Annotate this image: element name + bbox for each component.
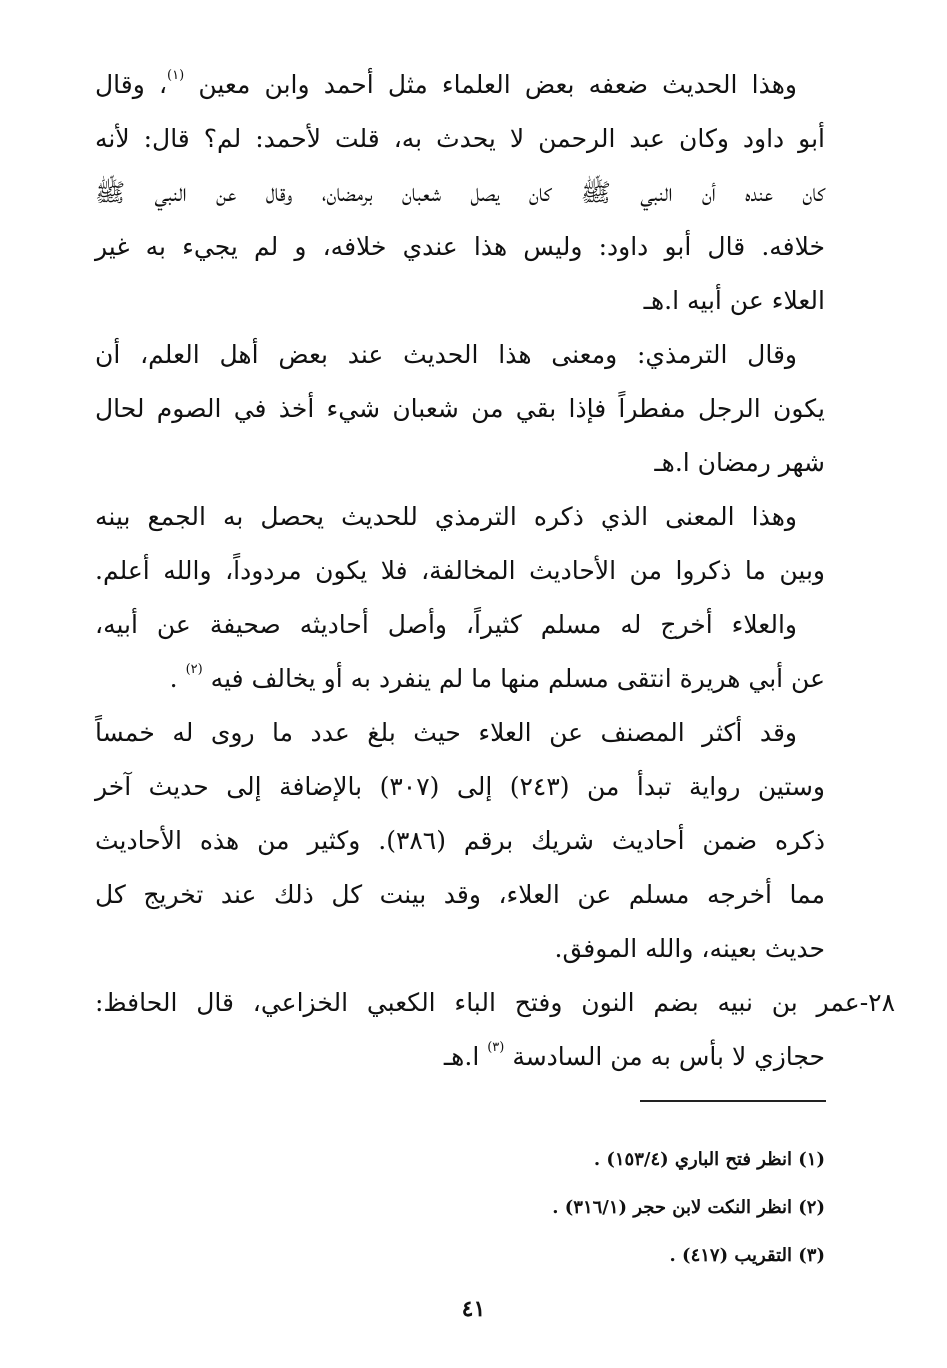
entry-line — [95, 976, 895, 1030]
body-line: ذكره ضمن أحاديث شريك برقم (٣٨٦). وكثير من هذه الأحاديث — [95, 826, 825, 855]
body-line: شهر رمضان ا.هـ — [654, 448, 825, 477]
body-line — [95, 652, 825, 706]
footnote: (٢) انظر النكت لابن حجر (٣١٦/١) . — [552, 1197, 825, 1218]
body-line-text: وهذا الحديث ضعفه بعض العلماء مثل أحمد وابن معين — [198, 70, 797, 99]
footnote-ref: (١) — [167, 68, 185, 83]
footnote: (١) انظر فتح الباري (١٥٣/٤) . — [593, 1149, 825, 1170]
page-number: ٤١ — [461, 1296, 486, 1322]
body-line: وهذا المعنى الذي ذكره الترمذي للحديث يحصل به الجمع بينه — [95, 502, 797, 531]
footnote: (٣) التقريب (٤١٧) . — [669, 1245, 825, 1266]
body-line: كان عنده أن النبي ﷺ كان يصل شعبان برمضان، وقال عن النبي ﷺ — [95, 178, 825, 207]
body-line-text: حجازي لا بأس به من السادسة — [512, 1042, 825, 1071]
footnote-ref: (٣) — [487, 1040, 505, 1055]
body-line-text: عن أبي هريرة انتقى مسلم منها ما لم ينفرد به أو يخالف فيه — [210, 664, 825, 693]
body-line-text: ا.هـ — [443, 1042, 480, 1071]
footnotes — [225, 1136, 825, 1280]
body-line: وستين رواية تبدأ من (٢٤٣) إلى (٣٠٧) بالإضافة إلى حديث آخر — [95, 772, 826, 801]
footnote-separator — [640, 1100, 826, 1102]
body-line: وقال الترمذي: ومعنى هذا الحديث عند بعض أهل العلم، أن — [95, 340, 797, 369]
body-line: وقد أكثر المصنف عن العلاء حيث بلغ عدد ما روى له خمساً — [95, 718, 797, 747]
body-line-text: عمر بن نبيه بضم النون وفتح الباء الكعبي الخزاعي، قال الحافظ: — [95, 988, 860, 1017]
body-line — [95, 58, 825, 112]
body-line: يكون الرجل مفطراً فإذا بقي من شعبان شيء أخذ في الصوم لحال — [95, 394, 825, 423]
body-line: أبو داود وكان عبد الرحمن لا يحدث به، قلت لأحمد: لم؟ قال: لأنه — [95, 124, 825, 153]
body-line — [95, 1030, 825, 1084]
body-line: حديث بعينه، والله الموفق. — [554, 934, 825, 963]
body-line: مما أخرجه مسلم عن العلاء، وقد بينت كل ذلك عند تخريج كل — [95, 880, 825, 909]
body-line-text: ، وقال — [95, 70, 168, 99]
body-line: العلاء عن أبيه ا.هـ — [643, 286, 825, 315]
footnote-ref: (٢) — [185, 662, 203, 677]
body-line: والعلاء أخرج له مسلم كثيراً، وأصل أحاديثه صحيفة عن أبيه، — [95, 610, 797, 639]
document-body — [95, 58, 895, 1084]
body-line: خلافه. قال أبو داود: وليس هذا عندي خلافه، و لم يجيء به غير — [95, 232, 825, 261]
body-line-text: . — [169, 664, 178, 693]
body-line: وبين ما ذكروا من الأحاديث المخالفة، فلا يكون مردوداً، والله أعلم. — [95, 556, 825, 585]
entry-number: ٢٨- — [859, 988, 895, 1017]
